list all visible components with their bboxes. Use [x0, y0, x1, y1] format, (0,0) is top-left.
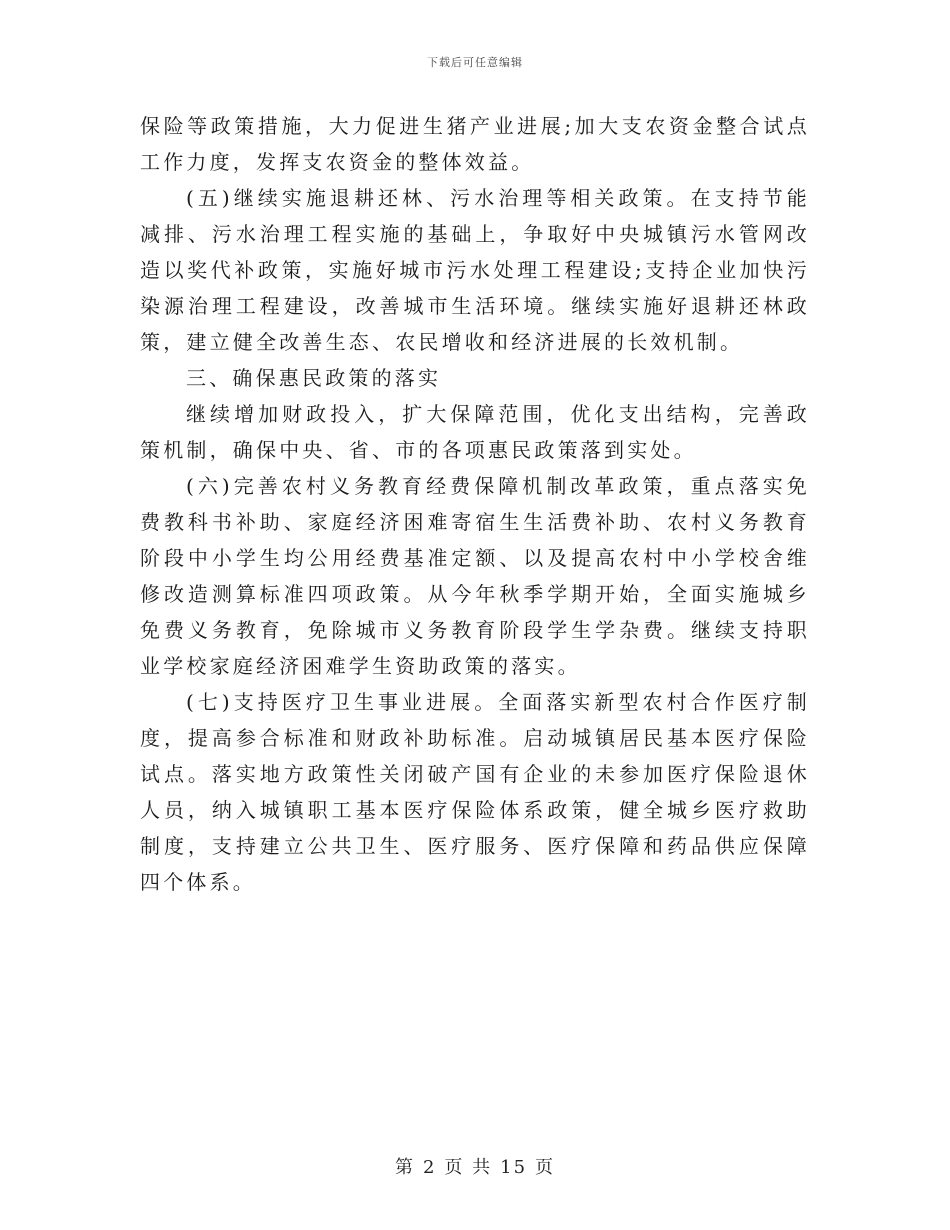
page-header-note: 下载后可任意编辑 — [427, 56, 523, 69]
footer-suffix: 页 — [535, 1157, 556, 1178]
document-body — [140, 108, 810, 900]
footer-current-page: 2 — [422, 1157, 437, 1178]
page-number-footer — [0, 1153, 950, 1179]
paragraph-item-7: (七)支持医疗卫生事业进展。全面落实新型农村合作医疗制度，提高参合标准和财政补助标准。启动城镇居民基本医疗保险试点。落实地方政策性关闭破产国有企业的未参加医疗保险退休人员，纳入城镇职工基本医疗保险体系政策，健全城乡医疗救助制度，支持建立公共卫生、医疗服务、医疗保障和药品供应保障四个体系。 — [140, 690, 810, 894]
paragraph-item-6: (六)完善农村义务教育经费保障机制改革政策，重点落实免费教科书补助、家庭经济困难寄宿生生活费补助、农村义务教育阶段中小学生均公用经费基准定额、以及提高农村中小学校舍维修改造测算标准四项政策。从今年秋季学期开始，全面实施城乡免费义务教育，免除城市义务教育阶段学生学杂费。继续支持职业学校家庭经济困难学生资助政策的落实。 — [140, 474, 810, 678]
section-heading-3: 三、确保惠民政策的落实 — [186, 366, 442, 390]
paragraph-item-5: (五)继续实施退耕还林、污水治理等相关政策。在支持节能减排、污水治理工程实施的基础上，争取好中央城镇污水管网改造以奖代补政策，实施好城市污水处理工程建设;支持企业加快污染源治理工程建设，改善城市生活环境。继续实施好退耕还林政策，建立健全改善生态、农民增收和经济进展的长效机制。 — [140, 186, 810, 354]
footer-total-pages: 15 — [500, 1157, 528, 1178]
footer-prefix: 第 — [394, 1157, 415, 1178]
footer-mid: 页 共 — [444, 1157, 493, 1178]
paragraph-section-intro: 继续增加财政投入，扩大保障范围，优化支出结构，完善政策机制，确保中央、省、市的各项惠民政策落到实处。 — [140, 402, 810, 462]
paragraph-continuation: 保险等政策措施，大力促进生猪产业进展;加大支农资金整合试点工作力度，发挥支农资金的整体效益。 — [140, 114, 810, 174]
